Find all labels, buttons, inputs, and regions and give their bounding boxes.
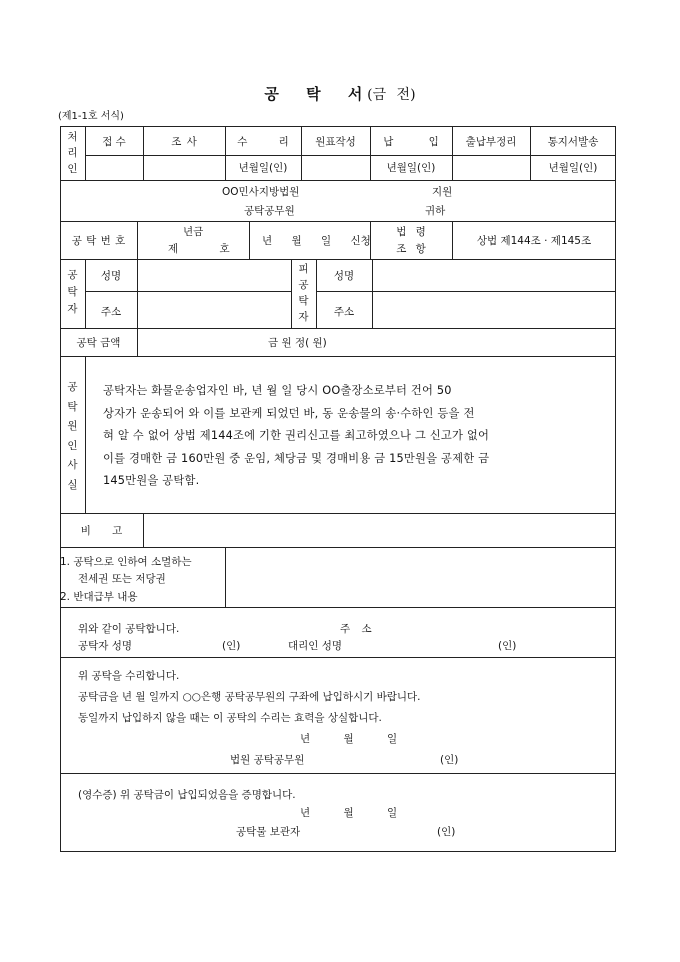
law-value: 상법 제144조 · 제145조 [476,235,592,247]
col-notice-dispatch: 통지서발송 [547,136,599,148]
acceptance-line-2: 공탁금을 년 월 일까지 ○○은행 공탁공무원의 구좌에 납입하시기 바랍니다. [78,691,421,703]
extinguished-item1-detail: 전세권 또는 저당권 [78,573,166,585]
divider [85,291,291,292]
divider [60,657,616,658]
col-receipt: 접 수 [102,136,126,148]
depositor-signature-label: 공탁자 성명 [78,640,133,652]
address-label: 주 소 [340,623,372,635]
divider [60,221,616,222]
acceptance-line-1: 위 공탁을 수리합니다. [78,670,180,682]
divider [60,180,616,181]
agent-seal: (인) [498,640,517,652]
divider [60,328,616,329]
col-payment: 납 입 [383,136,439,148]
acceptance-seal: (인) [440,754,459,766]
agent-signature-label: 대리인 성명 [288,640,343,652]
honorific: 귀하 [425,205,446,217]
acceptance-line-3: 동일까지 납입하지 않을 때는 이 공탁의 수리는 효력을 상실합니다. [78,712,382,724]
divider [60,259,616,260]
custodian-seal: (인) [437,826,456,838]
officer-title: 공탁공무원 [244,205,295,217]
fact-line-5: 145만원을 공탁함. [103,474,200,487]
form-number: (제1-1호 서식) [58,111,124,122]
amount-text: 금 원 정( 원) [268,337,327,349]
depositor-address-label: 주소 [100,306,122,318]
declaration-line: 위와 같이 공탁합니다. [78,623,180,635]
court-branch: 지원 [432,186,453,198]
date-notice: 년월일(인) [548,162,598,174]
col-cashbook: 출납부정리 [465,136,517,148]
date-payment: 년월일(인) [386,162,436,174]
depositee-label: 피공탁자 [298,263,309,323]
deposit-number-field: 제 호 [168,243,230,255]
fact-text [103,380,603,493]
extinguished-item2: 2. 반대급부 내용 [60,591,138,603]
receipt-line: (영수증) 위 공탁금이 납입되었음을 증명합니다. [78,789,296,801]
depositee-address-label: 주소 [333,306,355,318]
page-title [0,83,680,104]
fact-line-4: 이를 경매한 금 160만원 중 운임, 체당금 및 경매비용 금 15만원을 공제한 금 [103,451,490,465]
divider [60,547,616,548]
receipt-date: 년 월 일 [300,807,398,819]
deposit-year-label: 년금 [183,226,204,238]
law-label: 법 령 조 항 [396,226,426,255]
title-sub: (금 전) [367,87,416,103]
divider [60,773,616,774]
deposit-number-label: 공 탁 번 호 [71,235,126,247]
handler-row-label: 처리인 [67,131,78,175]
date-receipt: 년월일(인) [238,162,288,174]
acceptance-official: 법원 공탁공무원 [230,754,305,766]
fact-line-3: 혀 알 수 없어 상법 제144조에 기한 권리신고를 최고하였으나 그 신고가 없어 [103,429,490,442]
divider [60,607,616,608]
col-investigation: 조 사 [171,136,197,148]
acceptance-date: 년 월 일 [300,733,398,745]
depositee-name-label: 성명 [333,270,355,282]
court-name: OO민사지방법원 [222,186,300,198]
col-acceptance: 수 리 [237,136,289,148]
depositor-name-label: 성명 [100,270,122,282]
remarks-label: 비 고 [80,525,123,537]
fact-line-2: 상자가 운송되어 와 이를 보관케 되었던 바, 동 운송물의 송·수하인 등을 전 [103,406,475,420]
fact-line-1: 공탁자는 화물운송업자인 바, 년 월 일 당시 OO출장소로부터 건어 50 [103,384,452,397]
fact-label: 공탁원인사실 [67,381,78,491]
divider [85,155,616,156]
divider [60,356,616,357]
title-main: 공 탁 서 [264,85,363,103]
extinguished-item1: 1. 공탁으로 인하여 소멸하는 [60,556,192,568]
col-ledger-creation: 원표작성 [315,136,356,148]
depositor-label: 공탁자 [67,269,78,315]
application-date: 년 월 일 신청 [262,235,371,247]
divider [316,291,616,292]
depositor-seal: (인) [222,640,241,652]
custodian-label: 공탁물 보관자 [236,826,301,838]
amount-label: 공탁 금액 [76,337,121,349]
